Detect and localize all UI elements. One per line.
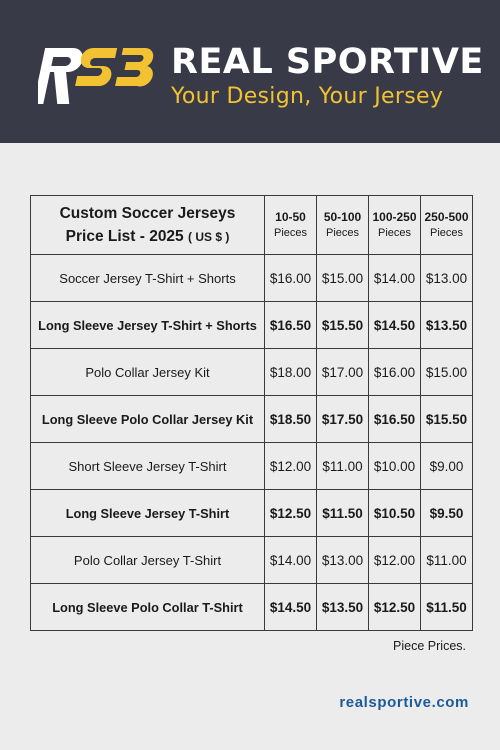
- website-link[interactable]: realsportive.com: [339, 694, 469, 711]
- price-cell: $13.00: [317, 537, 369, 584]
- product-name: Soccer Jersey T-Shirt + Shorts: [31, 255, 265, 302]
- price-cell: $14.50: [369, 302, 421, 349]
- header-banner: [0, 0, 500, 143]
- price-cell: $14.00: [265, 537, 317, 584]
- price-cell: $16.50: [265, 302, 317, 349]
- table-row: [31, 537, 473, 584]
- qty-tier-range: 100-250: [372, 210, 417, 224]
- product-name: Long Sleeve Polo Collar T-Shirt: [31, 584, 265, 631]
- price-cell: $16.00: [369, 349, 421, 396]
- product-name: Long Sleeve Jersey T-Shirt + Shorts: [31, 302, 265, 349]
- price-cell: $10.50: [369, 490, 421, 537]
- price-cell: $9.00: [421, 443, 473, 490]
- price-cell: $9.50: [421, 490, 473, 537]
- price-cell: $10.00: [369, 443, 421, 490]
- price-cell: $14.00: [369, 255, 421, 302]
- table-row: [31, 255, 473, 302]
- price-cell: $15.50: [317, 302, 369, 349]
- qty-tier-header: [317, 196, 369, 255]
- price-cell: $18.50: [265, 396, 317, 443]
- price-cell: $13.50: [317, 584, 369, 631]
- price-cell: $15.00: [317, 255, 369, 302]
- price-cell: $11.00: [421, 537, 473, 584]
- qty-tier-header: [369, 196, 421, 255]
- price-cell: $12.00: [265, 443, 317, 490]
- table-row: [31, 396, 473, 443]
- price-cell: $12.50: [369, 584, 421, 631]
- price-cell: $14.50: [265, 584, 317, 631]
- price-cell: $11.50: [317, 490, 369, 537]
- qty-tier-range: 250-500: [424, 210, 469, 224]
- brand-name: REAL SPORTIVE: [171, 42, 484, 82]
- table-title-line1: Custom Soccer Jerseys: [59, 204, 236, 222]
- price-cell: $17.50: [317, 396, 369, 443]
- table-row: [31, 490, 473, 537]
- price-cell: $18.00: [265, 349, 317, 396]
- price-cell: $13.50: [421, 302, 473, 349]
- qty-tier-unit: Pieces: [325, 227, 360, 239]
- qty-tier-header: [421, 196, 473, 255]
- product-name: Long Sleeve Polo Collar Jersey Kit: [31, 396, 265, 443]
- qty-tier-range: 10-50: [275, 210, 306, 224]
- qty-tier-header: [265, 196, 317, 255]
- table-row: [31, 584, 473, 631]
- price-cell: $15.00: [421, 349, 473, 396]
- piece-prices-note: Piece Prices.: [393, 639, 466, 653]
- price-cell: $15.50: [421, 396, 473, 443]
- price-cell: $13.00: [421, 255, 473, 302]
- product-name: Polo Collar Jersey Kit: [31, 349, 265, 396]
- price-cell: $12.50: [265, 490, 317, 537]
- qty-tier-unit: Pieces: [377, 227, 412, 239]
- product-name: Polo Collar Jersey T-Shirt: [31, 537, 265, 584]
- price-cell: $17.00: [317, 349, 369, 396]
- price-cell: $11.50: [421, 584, 473, 631]
- qty-tier-unit: Pieces: [429, 227, 464, 239]
- price-cell: $16.00: [265, 255, 317, 302]
- price-cell: $11.00: [317, 443, 369, 490]
- price-cell: $12.00: [369, 537, 421, 584]
- table-row: [31, 349, 473, 396]
- table-header-row: [31, 196, 473, 255]
- qty-tier-unit: Pieces: [273, 227, 308, 239]
- qty-tier-range: 50-100: [323, 210, 362, 224]
- product-name: Long Sleeve Jersey T-Shirt: [31, 490, 265, 537]
- brand-tagline: Your Design, Your Jersey: [171, 84, 444, 109]
- table-row: [31, 443, 473, 490]
- table-row: [31, 302, 473, 349]
- price-cell: $16.50: [369, 396, 421, 443]
- price-table: [30, 195, 473, 631]
- table-title-line2: Price List - 2025: [65, 227, 184, 245]
- table-title: [31, 196, 265, 255]
- table-title-currency: ( US $ ): [188, 229, 230, 244]
- rs3-logo: [38, 44, 158, 108]
- product-name: Short Sleeve Jersey T-Shirt: [31, 443, 265, 490]
